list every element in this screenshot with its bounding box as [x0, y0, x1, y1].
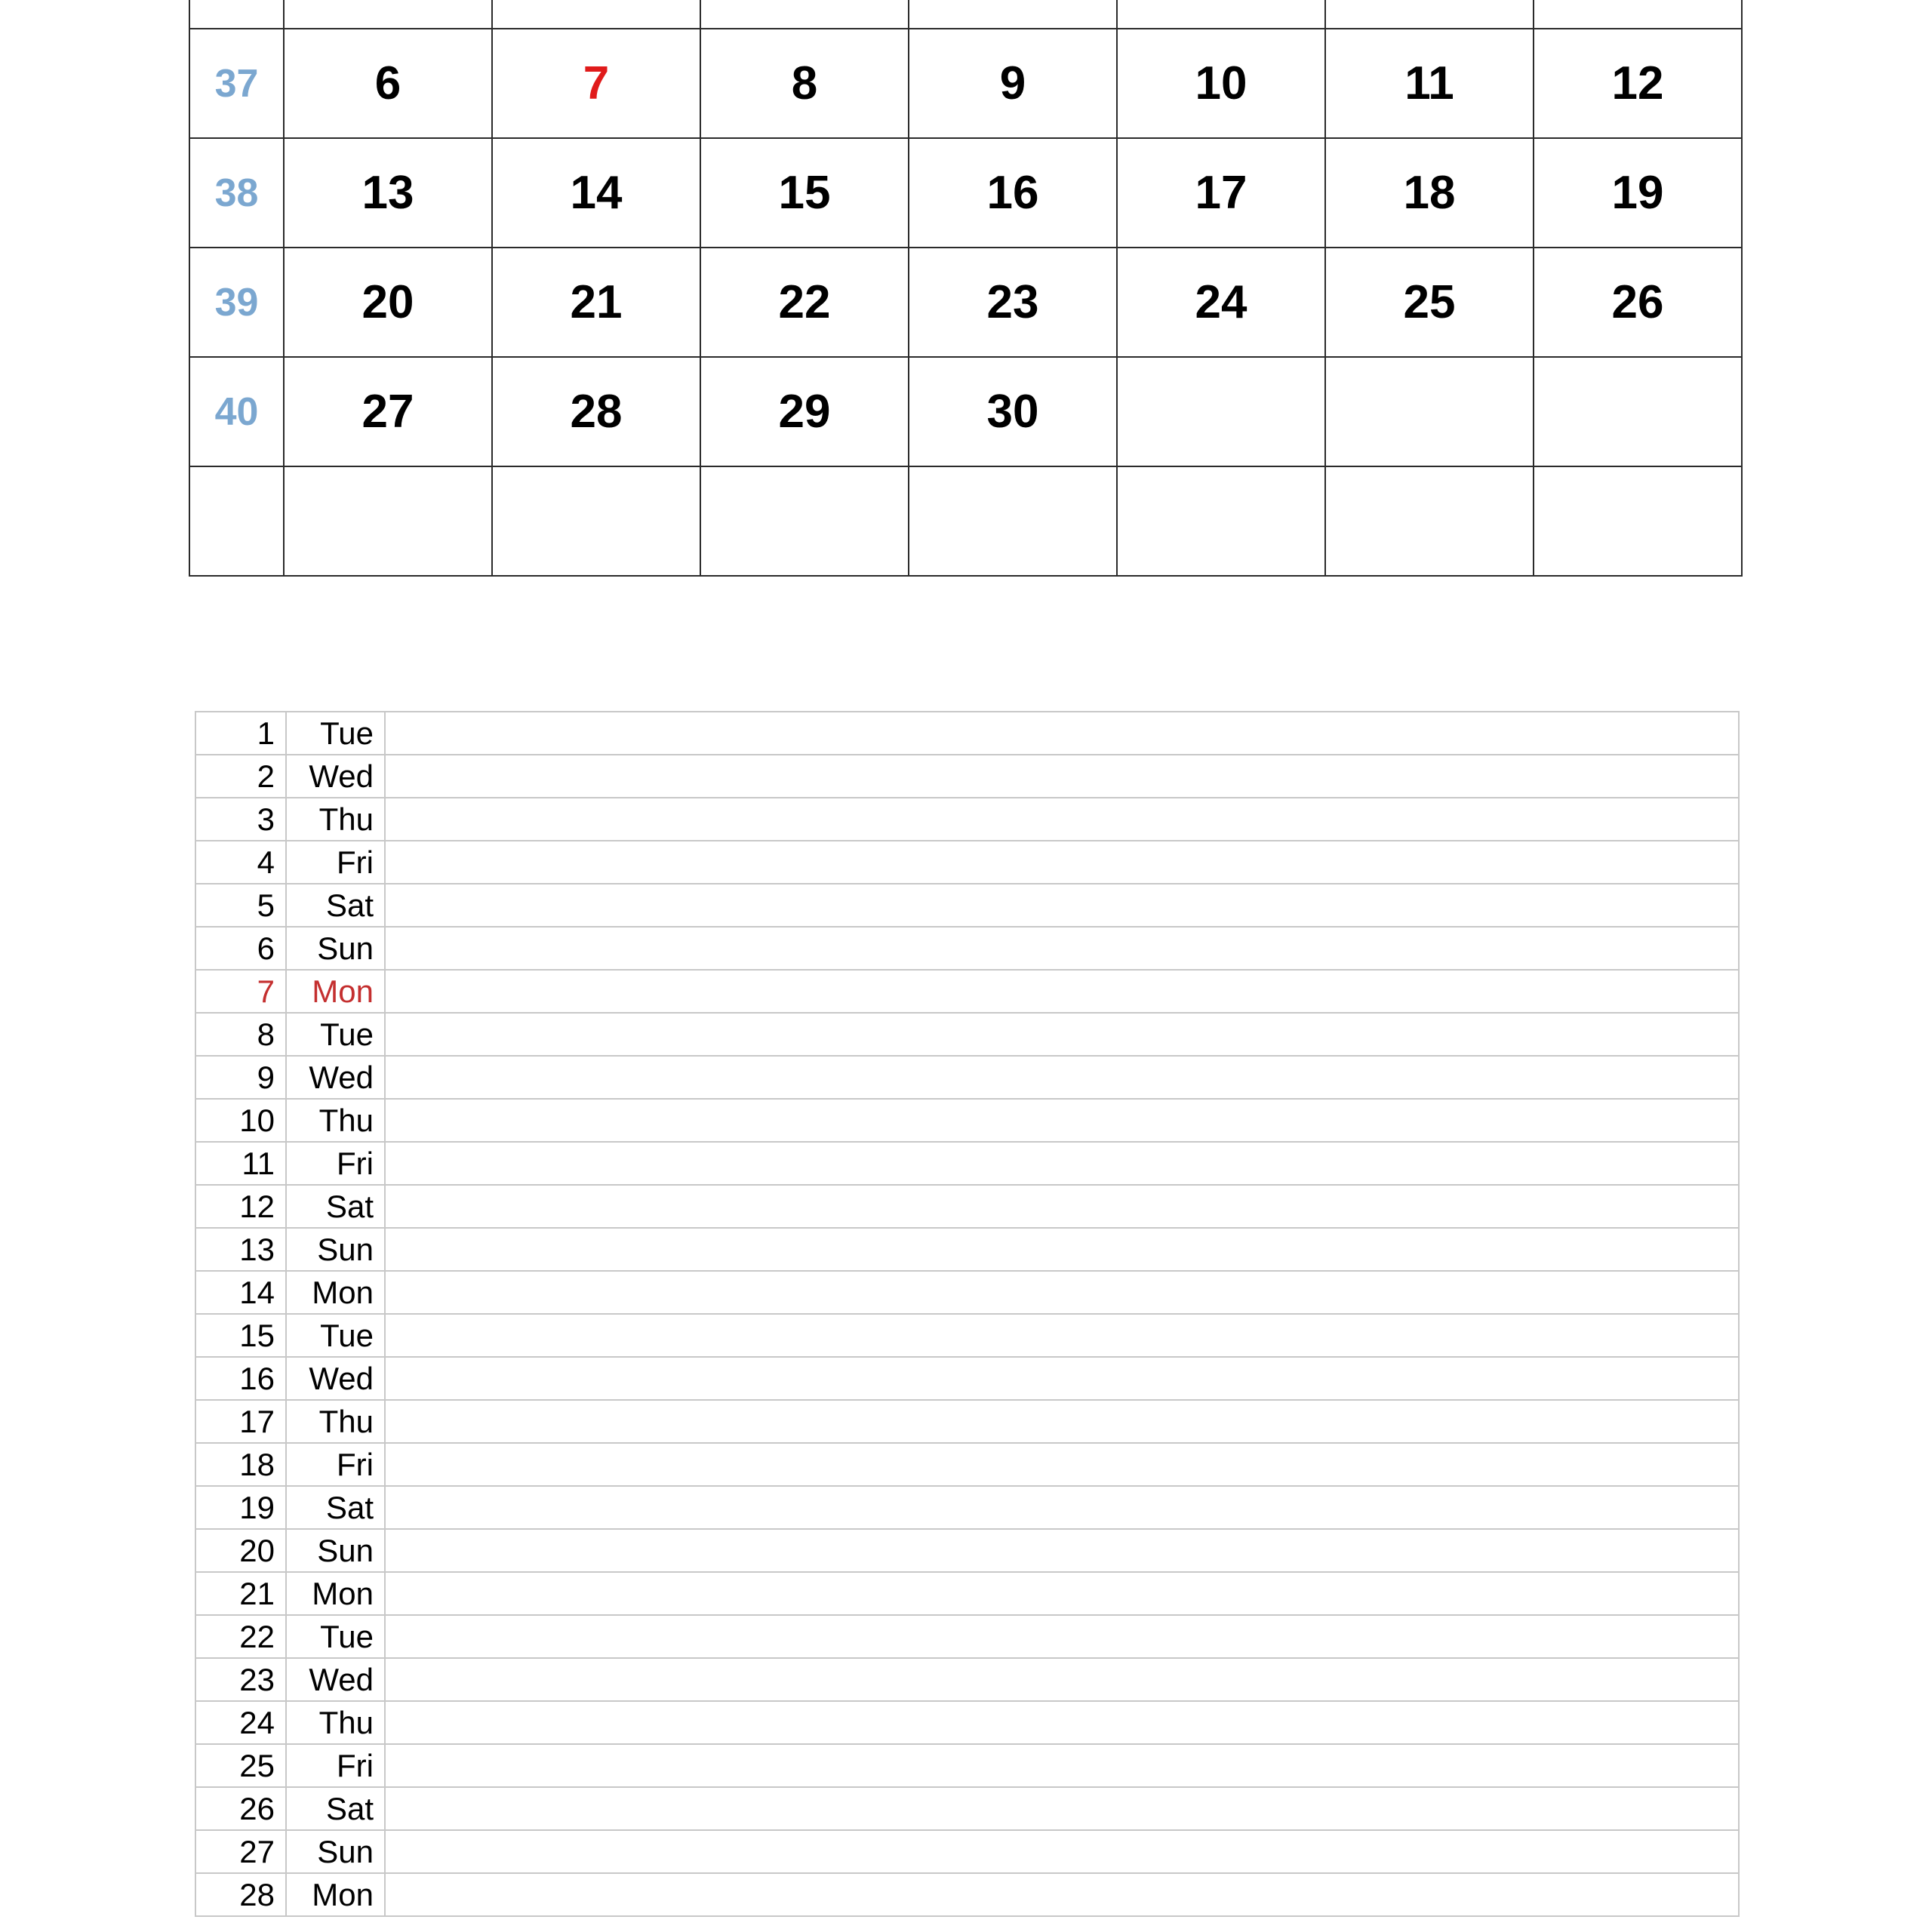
- calendar-day-number: 18: [1403, 166, 1456, 219]
- day-list-number: 8: [195, 1013, 286, 1056]
- day-list-notes-field[interactable]: [385, 1701, 1739, 1744]
- day-list-weekday: Sun: [286, 1830, 385, 1873]
- day-list-row: [195, 1185, 1739, 1228]
- calendar-day-cell[interactable]: [1534, 29, 1742, 138]
- day-list-notes-field[interactable]: [385, 712, 1739, 755]
- week-number-cell: [189, 466, 284, 576]
- calendar-day-number: 22: [778, 275, 831, 328]
- day-list-notes-field[interactable]: [385, 1572, 1739, 1615]
- week-number-cell: [189, 248, 284, 357]
- calendar-day-cell[interactable]: [909, 0, 1117, 29]
- day-list-number: 23: [195, 1658, 286, 1701]
- day-list-number: 11: [195, 1142, 286, 1185]
- month-calendar-grid: [189, 0, 1743, 577]
- calendar-day-cell[interactable]: [1117, 0, 1325, 29]
- calendar-empty-cell: [284, 0, 492, 29]
- calendar-day-number: 17: [1195, 166, 1247, 219]
- calendar-day-cell[interactable]: [1117, 29, 1325, 138]
- calendar-empty-cell: [1325, 466, 1534, 576]
- day-list-row: [195, 1701, 1739, 1744]
- day-list-row: [195, 1615, 1739, 1658]
- day-list-notes-field[interactable]: [385, 1615, 1739, 1658]
- calendar-day-number: 28: [570, 385, 623, 438]
- day-list-number: 9: [195, 1056, 286, 1099]
- calendar-day-cell[interactable]: [909, 138, 1117, 248]
- day-list-weekday: Thu: [286, 798, 385, 841]
- day-list-weekday: Sun: [286, 927, 385, 970]
- day-list-notes-field[interactable]: [385, 927, 1739, 970]
- calendar-day-cell[interactable]: [284, 138, 492, 248]
- day-list-row: [195, 1357, 1739, 1400]
- month-week-row: [189, 0, 1742, 29]
- calendar-day-number: 12: [1611, 57, 1664, 109]
- calendar-day-cell[interactable]: [700, 0, 909, 29]
- day-list-number: 21: [195, 1572, 286, 1615]
- day-list-number: 20: [195, 1529, 286, 1572]
- day-list-number: 25: [195, 1744, 286, 1787]
- day-list-row: [195, 1830, 1739, 1873]
- calendar-day-number: 16: [986, 166, 1039, 219]
- calendar-empty-cell: [700, 466, 909, 576]
- day-list-row: [195, 927, 1739, 970]
- day-list-weekday: Wed: [286, 755, 385, 798]
- calendar-day-number: 20: [361, 275, 414, 328]
- day-list-number: 3: [195, 798, 286, 841]
- day-list-notes-field[interactable]: [385, 1013, 1739, 1056]
- day-list-row: [195, 1443, 1739, 1486]
- calendar-empty-cell: [1325, 357, 1534, 466]
- calendar-day-cell[interactable]: [700, 138, 909, 248]
- calendar-day-number: 21: [570, 275, 623, 328]
- calendar-day-cell[interactable]: [492, 29, 700, 138]
- calendar-day-number: 15: [778, 166, 831, 219]
- week-number-label: 39: [214, 280, 259, 325]
- calendar-day-number: 26: [1611, 275, 1664, 328]
- day-list-number: 18: [195, 1443, 286, 1486]
- day-list-row: [195, 1658, 1739, 1701]
- day-list-number: 28: [195, 1873, 286, 1916]
- day-list-notes-field[interactable]: [385, 1443, 1739, 1486]
- day-list-notes-field[interactable]: [385, 1744, 1739, 1787]
- calendar-day-cell[interactable]: [700, 357, 909, 466]
- calendar-day-cell[interactable]: [284, 357, 492, 466]
- day-list-row: [195, 755, 1739, 798]
- calendar-day-cell[interactable]: [1117, 138, 1325, 248]
- calendar-day-cell[interactable]: [1325, 138, 1534, 248]
- calendar-day-cell[interactable]: [492, 248, 700, 357]
- week-number-label: 40: [214, 389, 259, 434]
- day-list-weekday: Sat: [286, 1787, 385, 1830]
- week-number-cell: [189, 29, 284, 138]
- calendar-empty-cell: [1117, 466, 1325, 576]
- day-list-weekday: Thu: [286, 1400, 385, 1443]
- calendar-day-cell[interactable]: [700, 248, 909, 357]
- day-list-notes-field[interactable]: [385, 1228, 1739, 1271]
- calendar-day-number: 23: [986, 275, 1039, 328]
- day-list-weekday: Sun: [286, 1529, 385, 1572]
- day-list-notes-field[interactable]: [385, 1529, 1739, 1572]
- day-list-notes-field[interactable]: [385, 1830, 1739, 1873]
- day-list-number: 24: [195, 1701, 286, 1744]
- calendar-empty-cell: [1534, 357, 1742, 466]
- day-list-weekday: Mon: [286, 1271, 385, 1314]
- month-week-row: [189, 29, 1742, 138]
- calendar-day-number: 9: [999, 57, 1026, 109]
- month-week-row: [189, 248, 1742, 357]
- calendar-day-number: 13: [361, 166, 414, 219]
- day-list-number: 22: [195, 1615, 286, 1658]
- day-list-number: 26: [195, 1787, 286, 1830]
- calendar-day-cell[interactable]: [1534, 0, 1742, 29]
- week-number-label: 38: [214, 171, 259, 215]
- day-list-table: [195, 711, 1740, 1917]
- day-list-row: [195, 1744, 1739, 1787]
- calendar-empty-cell: [1117, 357, 1325, 466]
- day-list-notes-field[interactable]: [385, 1873, 1739, 1916]
- day-list-number: 6: [195, 927, 286, 970]
- calendar-day-number: 14: [570, 166, 623, 219]
- calendar-empty-cell: [909, 466, 1117, 576]
- calendar-day-number: 29: [778, 385, 831, 438]
- day-list-number: 2: [195, 755, 286, 798]
- day-list-row: [195, 1787, 1739, 1830]
- day-list-weekday: Wed: [286, 1658, 385, 1701]
- calendar-day-cell[interactable]: [1325, 29, 1534, 138]
- day-list-weekday: Mon: [286, 1572, 385, 1615]
- day-list-number: 17: [195, 1400, 286, 1443]
- day-list-notes-field[interactable]: [385, 1271, 1739, 1314]
- day-list-weekday: Thu: [286, 1099, 385, 1142]
- day-list-weekday: Fri: [286, 1443, 385, 1486]
- day-list-notes-field[interactable]: [385, 970, 1739, 1013]
- day-list-notes-field[interactable]: [385, 1787, 1739, 1830]
- calendar-day-number: 8: [791, 57, 818, 109]
- day-list-number: 4: [195, 841, 286, 884]
- day-list-weekday: Wed: [286, 1357, 385, 1400]
- day-list-notes-field[interactable]: [385, 1400, 1739, 1443]
- calendar-empty-cell: [492, 466, 700, 576]
- day-list-notes-field[interactable]: [385, 1099, 1739, 1142]
- day-list-notes-field[interactable]: [385, 884, 1739, 927]
- calendar-day-number: 10: [1195, 57, 1247, 109]
- calendar-day-cell[interactable]: [492, 138, 700, 248]
- day-list-notes-field[interactable]: [385, 1142, 1739, 1185]
- calendar-day-cell[interactable]: [909, 357, 1117, 466]
- day-list-number: 7: [195, 970, 286, 1013]
- day-list-row: [195, 1228, 1739, 1271]
- day-list-weekday: Fri: [286, 1744, 385, 1787]
- day-list-notes-field[interactable]: [385, 1314, 1739, 1357]
- calendar-day-cell[interactable]: [700, 29, 909, 138]
- day-list-weekday: Sat: [286, 1185, 385, 1228]
- day-list-number: 13: [195, 1228, 286, 1271]
- day-list-weekday: Mon: [286, 970, 385, 1013]
- day-list-row: [195, 798, 1739, 841]
- day-list-weekday: Fri: [286, 1142, 385, 1185]
- week-number-cell: [189, 0, 284, 29]
- week-number-cell: [189, 138, 284, 248]
- calendar-empty-cell: [1534, 466, 1742, 576]
- calendar-day-number: 25: [1403, 275, 1456, 328]
- day-list-row: [195, 970, 1739, 1013]
- day-list-row: [195, 1099, 1739, 1142]
- day-list-weekday: Sat: [286, 884, 385, 927]
- day-list-row: [195, 1056, 1739, 1099]
- month-week-row: [189, 138, 1742, 248]
- calendar-day-cell[interactable]: [909, 29, 1117, 138]
- calendar-day-cell[interactable]: [1534, 138, 1742, 248]
- day-list-weekday: Fri: [286, 841, 385, 884]
- calendar-day-number: 27: [361, 385, 414, 438]
- day-list-row: [195, 1013, 1739, 1056]
- calendar-day-number: 19: [1611, 166, 1664, 219]
- day-list-notes-field[interactable]: [385, 1357, 1739, 1400]
- week-number-label: 37: [214, 61, 259, 106]
- day-list-number: 19: [195, 1486, 286, 1529]
- week-number-cell: [189, 357, 284, 466]
- calendar-day-cell[interactable]: [909, 248, 1117, 357]
- day-list-weekday: Wed: [286, 1056, 385, 1099]
- day-list-row: [195, 1572, 1739, 1615]
- calendar-day-cell[interactable]: [284, 29, 492, 138]
- day-list-number: 12: [195, 1185, 286, 1228]
- month-week-row: [189, 466, 1742, 576]
- calendar-day-cell[interactable]: [1325, 0, 1534, 29]
- day-list-notes-field[interactable]: [385, 755, 1739, 798]
- day-list-notes-field[interactable]: [385, 1486, 1739, 1529]
- day-list-row: [195, 841, 1739, 884]
- day-list-row: [195, 884, 1739, 927]
- day-list-row: [195, 1873, 1739, 1916]
- day-list-notes-field[interactable]: [385, 1056, 1739, 1099]
- calendar-empty-cell: [492, 0, 700, 29]
- calendar-day-number: 11: [1404, 57, 1454, 109]
- day-list-number: 27: [195, 1830, 286, 1873]
- day-list-row: [195, 1529, 1739, 1572]
- day-list-notes-field[interactable]: [385, 798, 1739, 841]
- day-list-weekday: Sun: [286, 1228, 385, 1271]
- calendar-day-cell[interactable]: [1534, 248, 1742, 357]
- day-list-row: [195, 1271, 1739, 1314]
- day-list-row: [195, 1486, 1739, 1529]
- calendar-empty-cell: [284, 466, 492, 576]
- day-list-number: 1: [195, 712, 286, 755]
- day-list-row: [195, 1142, 1739, 1185]
- day-list-weekday: Tue: [286, 1314, 385, 1357]
- day-list-number: 15: [195, 1314, 286, 1357]
- day-list-row: [195, 712, 1739, 755]
- calendar-day-number: 30: [986, 385, 1039, 438]
- day-list-weekday: Thu: [286, 1701, 385, 1744]
- calendar-day-cell[interactable]: [1117, 248, 1325, 357]
- day-list-notes-field[interactable]: [385, 1185, 1739, 1228]
- day-list-notes-field[interactable]: [385, 1658, 1739, 1701]
- calendar-day-cell[interactable]: [1325, 248, 1534, 357]
- day-list-weekday: Mon: [286, 1873, 385, 1916]
- day-list-weekday: Tue: [286, 712, 385, 755]
- calendar-day-number: 24: [1195, 275, 1247, 328]
- calendar-day-cell[interactable]: [492, 357, 700, 466]
- month-grid-body: [189, 0, 1742, 576]
- day-list-row: [195, 1400, 1739, 1443]
- day-list-body: [195, 712, 1739, 1916]
- day-list-weekday: Tue: [286, 1615, 385, 1658]
- day-list-weekday: Sat: [286, 1486, 385, 1529]
- day-list-number: 10: [195, 1099, 286, 1142]
- day-list-number: 16: [195, 1357, 286, 1400]
- month-week-row: [189, 357, 1742, 466]
- day-list-number: 14: [195, 1271, 286, 1314]
- day-list-row: [195, 1314, 1739, 1357]
- day-list-number: 5: [195, 884, 286, 927]
- calendar-day-number-highlighted: 7: [583, 57, 610, 109]
- calendar-day-number: 6: [374, 57, 401, 109]
- day-list-weekday: Tue: [286, 1013, 385, 1056]
- calendar-day-cell[interactable]: [284, 248, 492, 357]
- day-list-notes-field[interactable]: [385, 841, 1739, 884]
